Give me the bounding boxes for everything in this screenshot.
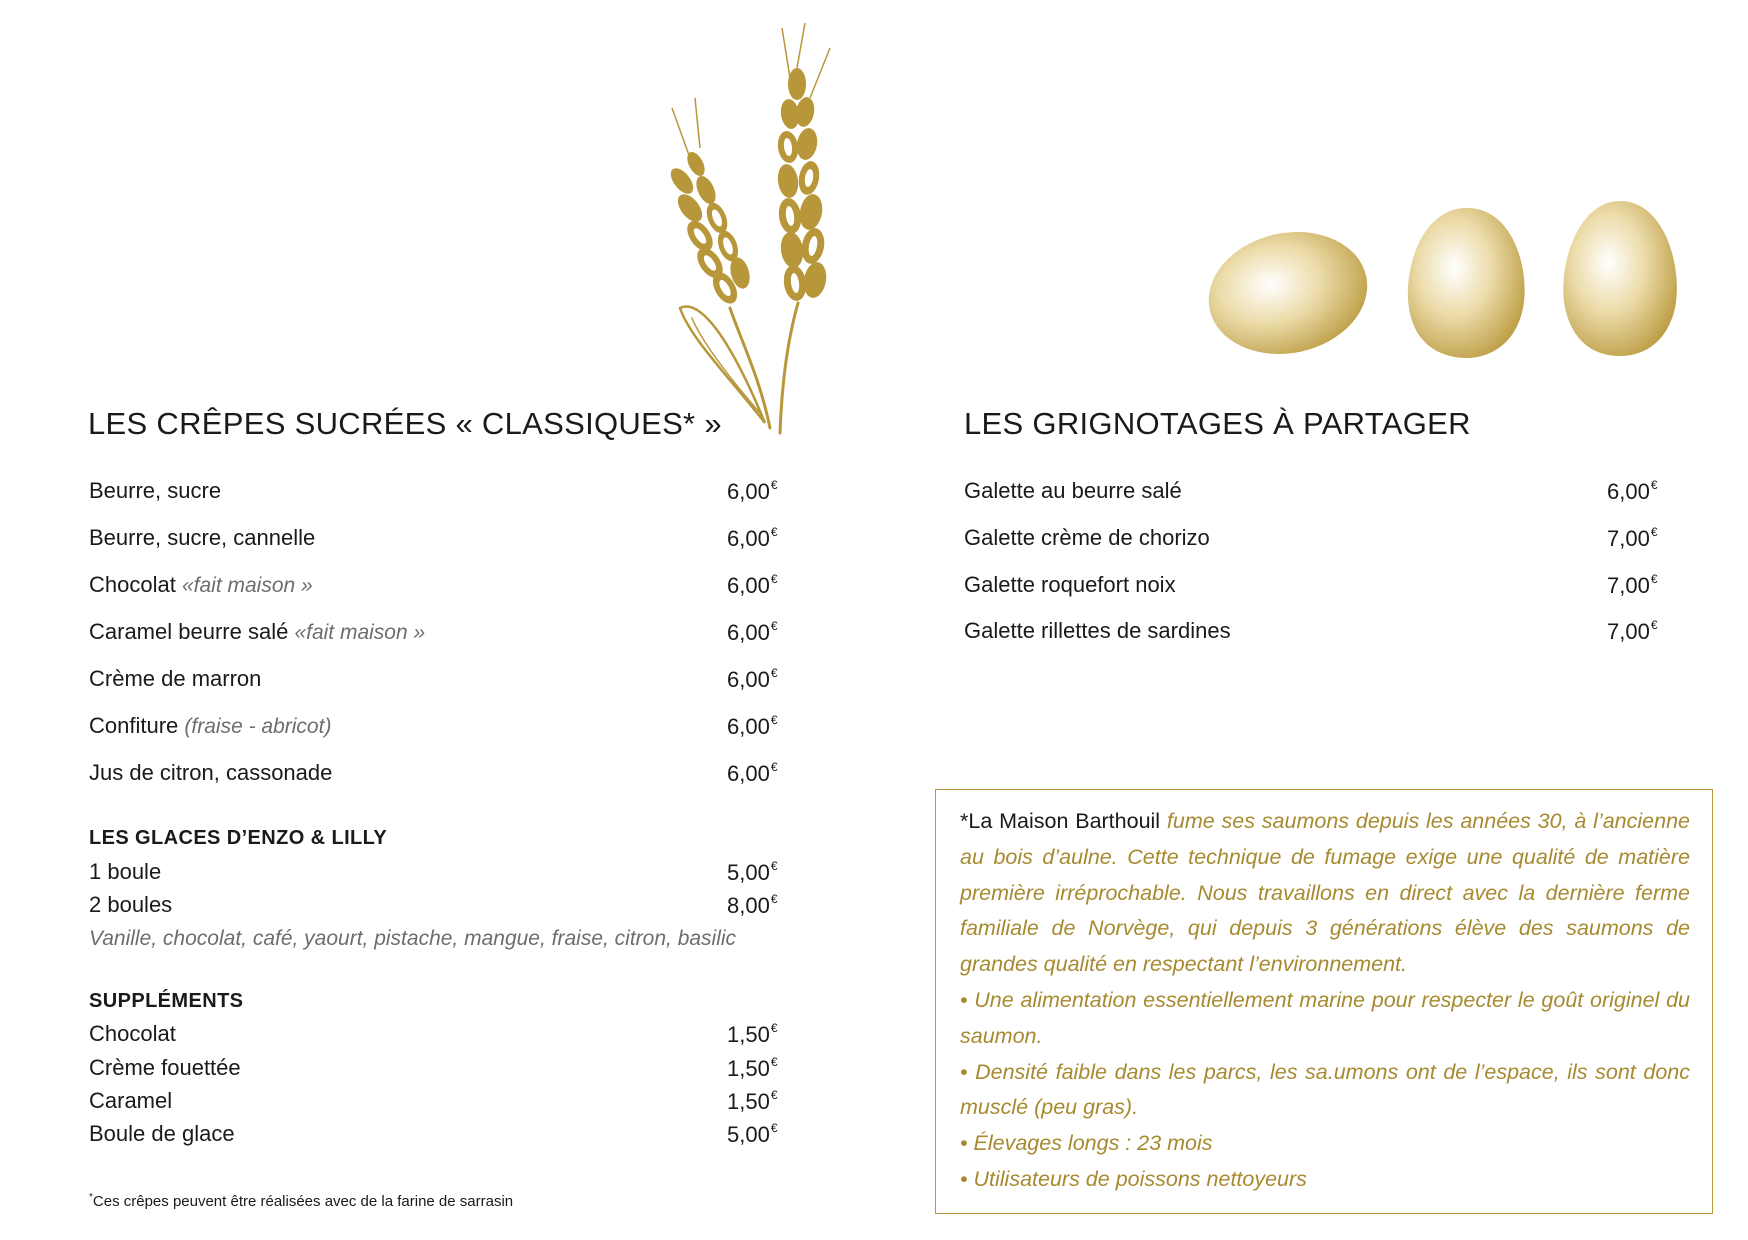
list-item <box>964 618 1674 648</box>
list-item <box>964 478 1674 508</box>
item-name: 2 boules <box>89 892 173 917</box>
grignotages-section-title: LES GRIGNOTAGES À PARTAGER <box>964 406 1471 441</box>
currency-symbol: € <box>770 760 778 774</box>
item-name: Galette crème de chorizo <box>964 525 1210 550</box>
list-item <box>89 760 789 790</box>
item-name: 1 boule <box>89 859 162 884</box>
item-price: 7,00 <box>1607 619 1650 644</box>
currency-symbol: € <box>770 713 778 727</box>
currency-symbol: € <box>1650 572 1658 586</box>
item-price: 5,00 <box>727 860 770 885</box>
currency-symbol: € <box>1650 525 1658 539</box>
info-bullet: • Utilisateurs de poissons nettoyeurs <box>960 1166 1307 1191</box>
item-name: Jus de citron, cassonade <box>89 760 333 785</box>
info-text: fume ses saumons depuis les années 30, à l’ancienne au bois d’aulne. Cette technique de fumage exige une qualité de matière première irréprochable. Nous travaillons en direct avec la dernière ferme familiale de Norvège, qui depuis 3 générations élève des saumons de grandes qualité en respectant l’environnement. <box>960 809 1690 977</box>
list-item <box>89 619 789 649</box>
list-item <box>89 525 789 555</box>
item-name: Boule de glace <box>89 1121 235 1146</box>
item-note: «fait maison » <box>294 621 426 644</box>
list-item <box>964 525 1674 555</box>
list-item <box>89 1121 789 1151</box>
item-name: Galette roquefort noix <box>964 572 1176 597</box>
info-paragraph <box>960 804 1690 983</box>
list-item <box>89 1021 789 1051</box>
info-lead: *La Maison Barthouil <box>960 809 1161 833</box>
currency-symbol: € <box>770 525 778 539</box>
item-price: 6,00 <box>727 761 770 786</box>
item-price: 8,00 <box>727 893 770 918</box>
currency-symbol: € <box>1650 618 1658 632</box>
salmon-info-box <box>935 789 1713 1214</box>
item-price: 5,00 <box>727 1122 770 1147</box>
currency-symbol: € <box>770 619 778 633</box>
item-name: Caramel <box>89 1088 173 1113</box>
list-item <box>89 1088 789 1118</box>
info-bullet: • Élevages longs : 23 mois <box>960 1131 1213 1156</box>
currency-symbol: € <box>1650 478 1658 492</box>
list-item <box>89 572 789 602</box>
footnote <box>89 1192 513 1210</box>
currency-symbol: € <box>770 1021 778 1035</box>
item-price: 7,00 <box>1607 573 1650 598</box>
wheat-illustration <box>670 18 870 443</box>
list-item <box>89 859 789 889</box>
currency-symbol: € <box>770 1088 778 1102</box>
item-price: 6,00 <box>727 573 770 598</box>
info-bullet: • Densité faible dans les parcs, les sa.umons ont de l’espace, ils sont donc musclé (peu gras). <box>960 1059 1690 1120</box>
item-note: «fait maison » <box>181 574 313 597</box>
item-price: 1,50 <box>727 1056 770 1081</box>
list-item <box>89 1055 789 1085</box>
list-item <box>89 666 789 696</box>
item-name: Crème fouettée <box>89 1055 241 1080</box>
currency-symbol: € <box>770 1121 778 1135</box>
item-price: 7,00 <box>1607 526 1650 551</box>
item-name: Crème de marron <box>89 666 262 691</box>
list-item <box>89 478 789 508</box>
currency-symbol: € <box>770 892 778 906</box>
item-price: 1,50 <box>727 1022 770 1047</box>
footnote-mark: * <box>89 1192 93 1203</box>
item-price: 6,00 <box>727 714 770 739</box>
item-name: Galette rillettes de sardines <box>964 618 1231 643</box>
currency-symbol: € <box>770 666 778 680</box>
item-name: Caramel beurre salé <box>89 619 289 644</box>
eggs-illustration <box>1205 193 1685 368</box>
item-name: Beurre, sucre <box>89 478 222 503</box>
item-price: 6,00 <box>727 526 770 551</box>
item-name: Chocolat <box>89 572 176 597</box>
item-name: Beurre, sucre, cannelle <box>89 525 316 550</box>
item-name: Galette au beurre salé <box>964 478 1182 503</box>
item-name: Chocolat <box>89 1021 176 1046</box>
item-name: Confiture <box>89 713 179 738</box>
glaces-heading: LES GLACES D’ENZO & LILLY <box>89 827 388 849</box>
info-bullet: • Une alimentation essentiellement marine pour respecter le goût originel du saumon. <box>960 987 1690 1048</box>
currency-symbol: € <box>770 572 778 586</box>
currency-symbol: € <box>770 478 778 492</box>
list-item <box>89 892 789 922</box>
item-price: 6,00 <box>727 479 770 504</box>
item-price: 6,00 <box>1607 479 1650 504</box>
footnote-text: Ces crêpes peuvent être réalisées avec de la farine de sarrasin <box>92 1193 514 1210</box>
supplements-heading: SUPPLÉMENTS <box>89 990 244 1012</box>
list-item <box>964 572 1674 602</box>
item-price: 6,00 <box>727 667 770 692</box>
item-price: 6,00 <box>727 620 770 645</box>
item-price: 1,50 <box>727 1089 770 1114</box>
list-item <box>89 713 789 743</box>
crepes-section-title: LES CRÊPES SUCRÉES « CLASSIQUES* » <box>88 406 722 441</box>
glaces-flavors: Vanille, chocolat, café, yaourt, pistache, mangue, fraise, citron, basilic <box>89 927 737 950</box>
item-note: (fraise - abricot) <box>184 715 332 738</box>
currency-symbol: € <box>770 1055 778 1069</box>
currency-symbol: € <box>770 859 778 873</box>
